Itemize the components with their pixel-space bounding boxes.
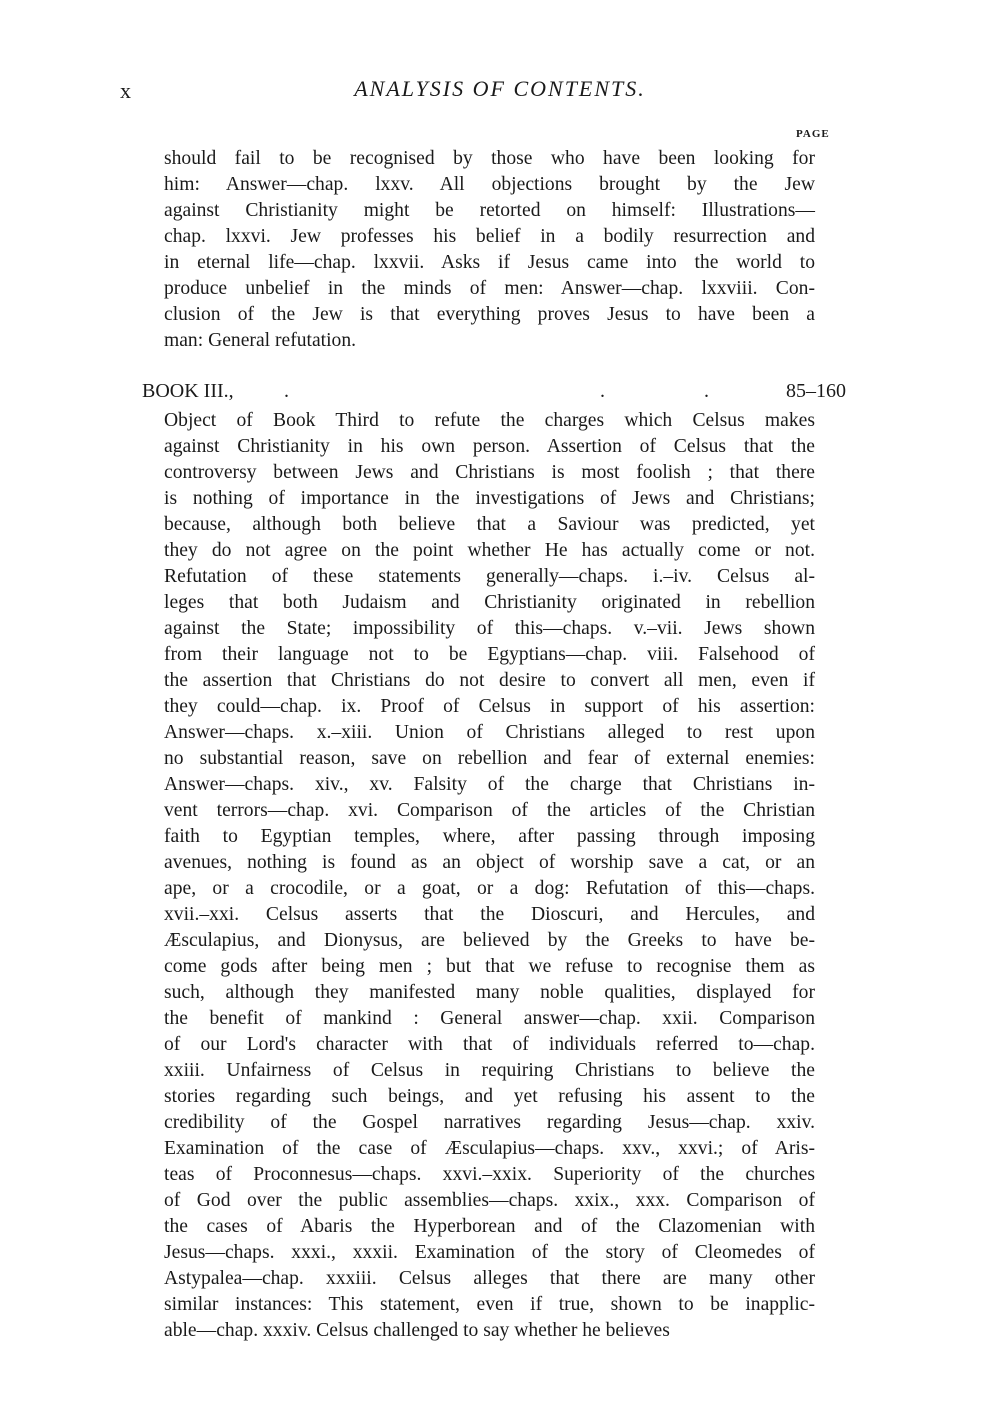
- text-line: xvii.–xxi. Celsus asserts that the Dioscuri, and Hercules, and: [164, 904, 815, 925]
- text-line: should fail to be recognised by those who have been looking for: [164, 148, 815, 169]
- book-label: BOOK III.,: [142, 380, 234, 402]
- book-three-heading: [142, 380, 846, 408]
- text-line: in eternal life—chap. lxxvii. Asks if Jesus came into the world to: [164, 252, 815, 273]
- text-line: is nothing of importance in the investigations of Jews and Christians;: [164, 488, 815, 509]
- book-page-range: 85–160: [786, 380, 846, 402]
- text-line: him: Answer—chap. lxxv. All objections brought by the Jew: [164, 174, 815, 195]
- page-column-label: PAGE: [796, 128, 830, 140]
- text-line: from their language not to be Egyptians—chap. viii. Falsehood of: [164, 644, 815, 665]
- text-line: no substantial reason, save on rebellion and fear of external enemies:: [164, 748, 815, 769]
- text-line: against Christianity in his own person. Assertion of Celsus that the: [164, 436, 815, 457]
- text-line: Astypalea—chap. xxxiii. Celsus alleges that there are many other: [164, 1268, 815, 1289]
- text-line: man: General refutation.: [164, 330, 357, 351]
- text-line: stories regarding such beings, and yet refusing his assent to the: [164, 1086, 815, 1107]
- continuation-paragraph: [164, 146, 815, 354]
- text-line: the cases of Abaris the Hyperborean and of the Clazomenian with: [164, 1216, 815, 1237]
- text-line: avenues, nothing is found as an object of worship save a cat, or an: [164, 852, 815, 873]
- text-line: come gods after being men ; but that we refuse to recognise them as: [164, 956, 815, 977]
- text-line: xxiii. Unfairness of Celsus in requiring Christians to believe the: [164, 1060, 815, 1081]
- text-line: Object of Book Third to refute the charges which Celsus makes: [164, 410, 815, 431]
- text-line: leges that both Judaism and Christianity originated in rebellion: [164, 592, 815, 613]
- leader-dot: .: [284, 380, 289, 402]
- text-line: ape, or a crocodile, or a goat, or a dog: Refutation of this—chaps.: [164, 878, 815, 899]
- text-line: vent terrors—chap. xvi. Comparison of the articles of the Christian: [164, 800, 815, 821]
- page-number: x: [120, 78, 131, 103]
- text-line: teas of Proconnesus—chaps. xxvi.–xxix. Superiority of the churches: [164, 1164, 815, 1185]
- text-line: Answer—chaps. xiv., xv. Falsity of the charge that Christians in-: [164, 774, 815, 795]
- text-line: the benefit of mankind : General answer—chap. xxii. Comparison: [164, 1008, 815, 1029]
- text-line: such, although they manifested many noble qualities, displayed for: [164, 982, 815, 1003]
- text-line: credibility of the Gospel narratives regarding Jesus—chap. xxiv.: [164, 1112, 815, 1133]
- text-line: of our Lord's character with that of individuals referred to—chap.: [164, 1034, 815, 1055]
- text-line: against Christianity might be retorted on himself: Illustrations—: [164, 200, 815, 221]
- text-line: Answer—chaps. x.–xiii. Union of Christians alleged to rest upon: [164, 722, 815, 743]
- text-line: they do not agree on the point whether He has actually come or not.: [164, 540, 815, 561]
- text-line: able—chap. xxxiv. Celsus challenged to say whether he believes: [164, 1320, 670, 1341]
- text-line: against the State; impossibility of this—chaps. v.–vii. Jews shown: [164, 618, 815, 639]
- text-line: faith to Egyptian temples, where, after passing through imposing: [164, 826, 815, 847]
- text-line: the assertion that Christians do not desire to convert all men, even if: [164, 670, 815, 691]
- book-three-summary: [164, 408, 815, 1344]
- text-line: clusion of the Jew is that everything proves Jesus to have been a: [164, 304, 815, 325]
- text-line: similar instances: This statement, even if true, shown to be inapplic-: [164, 1294, 815, 1315]
- text-line: of God over the public assemblies—chaps. xxix., xxx. Comparison of: [164, 1190, 815, 1211]
- leader-dot: .: [600, 380, 605, 402]
- text-line: controversy between Jews and Christians is most foolish ; that there: [164, 462, 815, 483]
- leader-dot: .: [704, 380, 709, 402]
- text-line: Examination of the case of Æsculapius—chaps. xxv., xxvi.; of Aris-: [164, 1138, 815, 1159]
- text-line: chap. lxxvi. Jew professes his belief in a bodily resurrection and: [164, 226, 815, 247]
- text-line: produce unbelief in the minds of men: Answer—chap. lxxviii. Con-: [164, 278, 815, 299]
- text-line: they could—chap. ix. Proof of Celsus in support of his assertion:: [164, 696, 815, 717]
- text-line: Jesus—chaps. xxxi., xxxii. Examination of the story of Cleomedes of: [164, 1242, 815, 1263]
- running-title: ANALYSIS OF CONTENTS.: [354, 76, 646, 101]
- text-line: Refutation of these statements generally—chaps. i.–iv. Celsus al-: [164, 566, 815, 587]
- text-line: Æsculapius, and Dionysus, are believed by the Greeks to have be-: [164, 930, 815, 951]
- text-line: because, although both believe that a Saviour was predicted, yet: [164, 514, 815, 535]
